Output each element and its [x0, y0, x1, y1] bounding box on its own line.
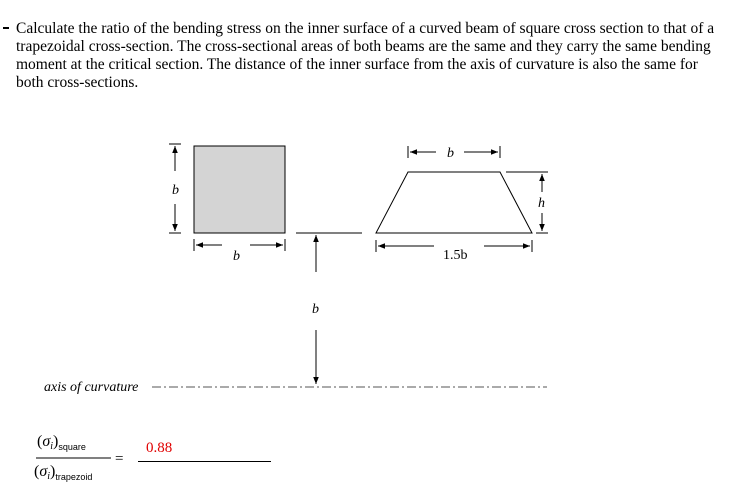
square-height-dimension [169, 144, 181, 233]
stress-ratio-formula [34, 433, 123, 482]
denominator: $(\sigma i)_{trapezoid}$ [34, 463, 93, 482]
numerator: $(\sigma i)_{square}$ [37, 433, 86, 452]
trapezoid-section [376, 172, 532, 233]
trapezoid-top-label: b [447, 146, 454, 161]
problem-statement: Calculate the ratio of the bending stress on the inner surface of a curved beam of square cross section to that of a trapezoidal cross-section. The cross-sectional areas of both beams are the same and they carry the same bending moment at the critical section. The distance of the inner surface from the axis of curvature is also the same for both cross-sections. [16, 20, 715, 91]
trapezoid-bottom-dimension [376, 240, 532, 263]
axis-of-curvature-label: axis of curvature [44, 380, 139, 395]
square-height-label: b [172, 183, 179, 198]
equals-sign: = [115, 451, 124, 467]
trapezoid-bottom-label: 1.5b [443, 248, 468, 263]
square-width-dimension [194, 239, 285, 264]
answer-input-line[interactable] [138, 461, 271, 462]
distance-label: b [312, 302, 319, 317]
distance-dimension [296, 233, 362, 384]
trapezoid-height-label: h [538, 196, 545, 211]
trapezoid-top-dimension [408, 146, 500, 161]
square-width-label: b [233, 249, 240, 264]
square-section [194, 146, 285, 233]
answer-value[interactable]: 0.88 [146, 440, 173, 456]
